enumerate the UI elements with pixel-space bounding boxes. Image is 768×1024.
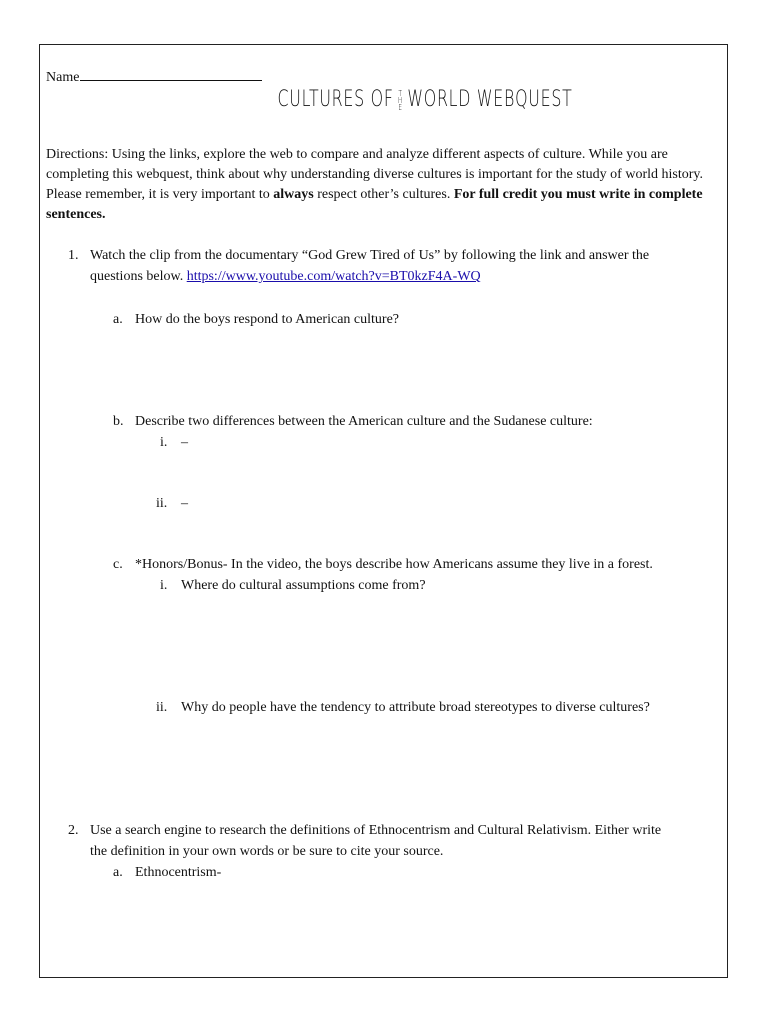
- q2-number: 2.: [68, 823, 79, 838]
- q1b-ii-label: ii.: [156, 496, 168, 511]
- q1b-label: b.: [113, 414, 124, 429]
- q1c-label: c.: [113, 557, 123, 572]
- title-the-stacked: T H E: [398, 88, 404, 112]
- q1c-question: *Honors/Bonus- In the video, the boys describe how Americans assume they live in a forest.: [135, 557, 653, 572]
- name-blank-line[interactable]: [80, 67, 262, 81]
- youtube-link[interactable]: https://www.youtube.com/watch?v=BT0kzF4A-WQ: [186, 269, 481, 284]
- q2a-label: a.: [113, 865, 123, 880]
- q1b-i-answer-dash: –: [181, 435, 188, 450]
- q1a-label: a.: [113, 312, 123, 327]
- q1-text-line2: questions below. https://www.youtube.com/watch?v=BT0kzF4A-WQ: [90, 269, 481, 284]
- q1c-i-label: i.: [160, 578, 168, 593]
- q1-number: 1.: [68, 248, 79, 263]
- q2-text-line1: Use a search engine to research the definitions of Ethnocentrism and Cultural Relativism. Either write: [90, 823, 662, 838]
- q1a-question: How do the boys respond to American culture?: [135, 312, 399, 327]
- name-field[interactable]: [46, 67, 262, 88]
- full-credit-note: For full credit you must write in complete sentences.: [46, 187, 703, 222]
- worksheet-page: [39, 44, 728, 978]
- q2a-ethnocentrism: Ethnocentrism-: [135, 865, 222, 880]
- q1b-i-label: i.: [160, 435, 168, 450]
- q1-text-line1: Watch the clip from the documentary “God Grew Tired of Us” by following the link and answer the: [90, 248, 650, 263]
- q1b-question: Describe two differences between the American culture and the Sudanese culture:: [135, 414, 593, 429]
- q1b-ii-answer-dash: –: [181, 496, 188, 511]
- page-title: CULTURES OF T H E WORLD WEBQUEST: [277, 87, 573, 112]
- q1c-ii-label: ii.: [156, 700, 168, 715]
- name-label: Name: [46, 70, 80, 85]
- q1c-ii-question: Why do people have the tendency to attribute broad stereotypes to diverse cultures?: [181, 700, 650, 715]
- directions-paragraph: Directions: Using the links, explore the web to compare and analyze different aspects of culture. While you are completing this webquest, think about why understanding diverse cultures is important for the study of world history. Please remember, it is very important to always respect other’s cultures. For full credit you must write in complete sentences.: [46, 147, 703, 222]
- q1c-i-question: Where do cultural assumptions come from?: [181, 578, 426, 593]
- always-emphasis: always: [273, 187, 314, 202]
- q2-text-line2: the definition in your own words or be sure to cite your source.: [90, 844, 444, 859]
